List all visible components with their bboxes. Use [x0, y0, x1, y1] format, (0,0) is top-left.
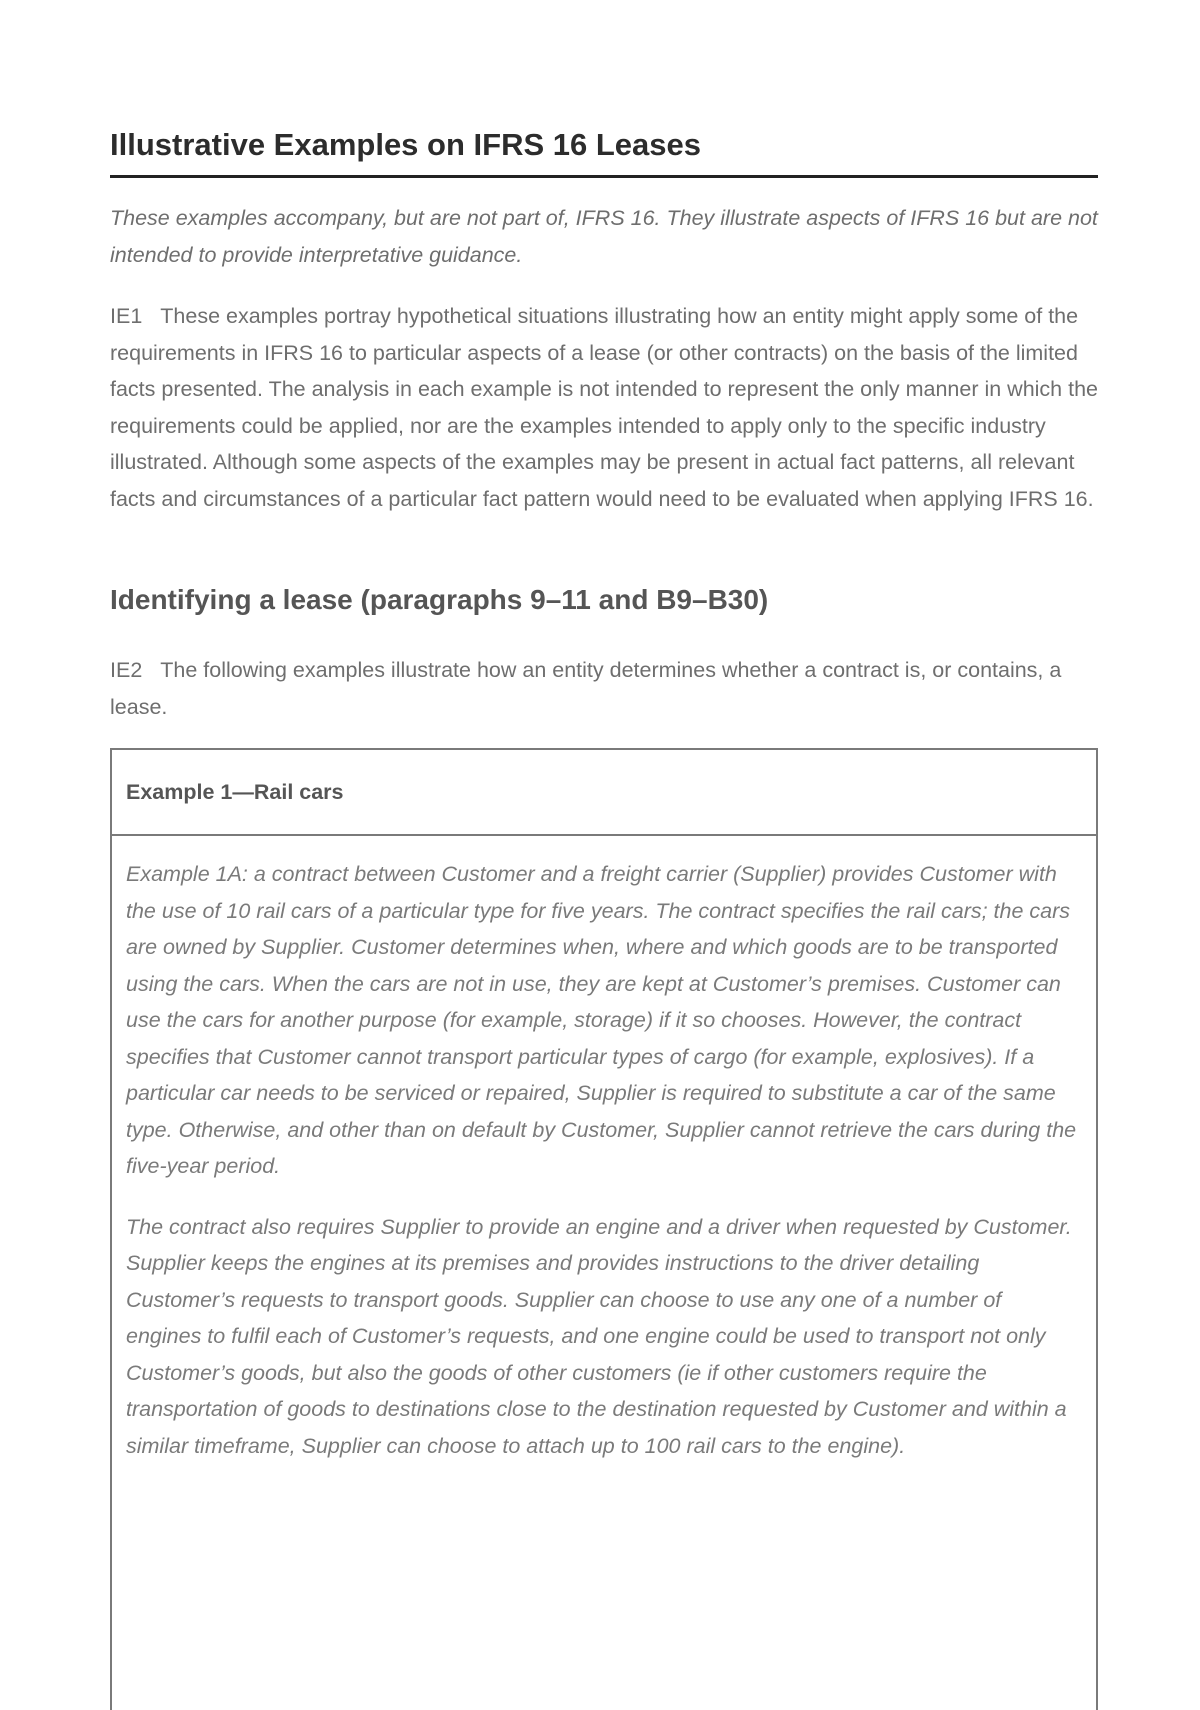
paragraph-text: The following examples illustrate how an entity determines whether a contract is, or contains, a lease. [110, 658, 1062, 719]
section-heading: Identifying a lease (paragraphs 9–11 and B9–B30) [110, 584, 769, 615]
example-paragraph: Example 1A: a contract between Customer and a freight carrier (Supplier) provides Customer with the use of 10 rail cars of a particular type for five years. The contract specifies the rail cars; the cars are owned by Supplier. Customer determines when, where and which goods are to be transported using the cars. When the cars are not in use, they are kept at Customer’s premises. Customer can use the cars for another purpose (for example, storage) if it so chooses. However, the contract specifies that Customer cannot transport particular types of cargo (for example, explosives). If a particular car needs to be serviced or repaired, Supplier is required to substitute a car of the same type. Otherwise, and other than on default by Customer, Supplier cannot retrieve the cars during the five-year period. [126, 862, 1077, 1178]
paragraph-ie2 [110, 652, 1098, 725]
document-title: Illustrative Examples on IFRS 16 Leases [110, 125, 1098, 178]
example-box [110, 748, 1098, 1710]
example-paragraph: The contract also requires Supplier to provide an engine and a driver when requested by Customer. Supplier keeps the engines at its premises and provides instructions to the driver detailing Customer’s requests to transport goods. Supplier can choose to use any one of a number of engines to fulfil each of Customer’s requests, and one engine could be used to transport not only Customer’s goods, but also the goods of other customers (ie if other customers require the transportation of goods to destinations close to the destination requested by Customer and within a similar timeframe, Supplier can choose to attach up to 100 rail cars to the engine). [126, 1214, 1072, 1458]
example-header [112, 750, 1096, 836]
intro-paragraph: These examples accompany, but are not part of, IFRS 16. They illustrate aspects of IFRS 16 but are not intended to provide interpretative guidance. [110, 206, 1098, 267]
example-body [112, 836, 1096, 1464]
paragraph-ie1 [110, 298, 1098, 517]
paragraph-number: IE1 [110, 304, 143, 328]
paragraph-text: These examples portray hypothetical situations illustrating how an entity might apply some of the requirements in IFRS 16 to particular aspects of a lease (or other contracts) on the basis of the limited facts presented. The analysis in each example is not intended to represent the only manner in which the requirements could be applied, nor are the examples intended to apply only to the specific industry illustrated. Although some aspects of the examples may be present in actual fact patterns, all relevant facts and circumstances of a particular fact pattern would need to be evaluated when applying IFRS 16. [110, 304, 1098, 511]
paragraph-number: IE2 [110, 658, 143, 682]
document-page [110, 0, 1098, 1698]
example-title: Example 1—Rail cars [126, 779, 344, 804]
